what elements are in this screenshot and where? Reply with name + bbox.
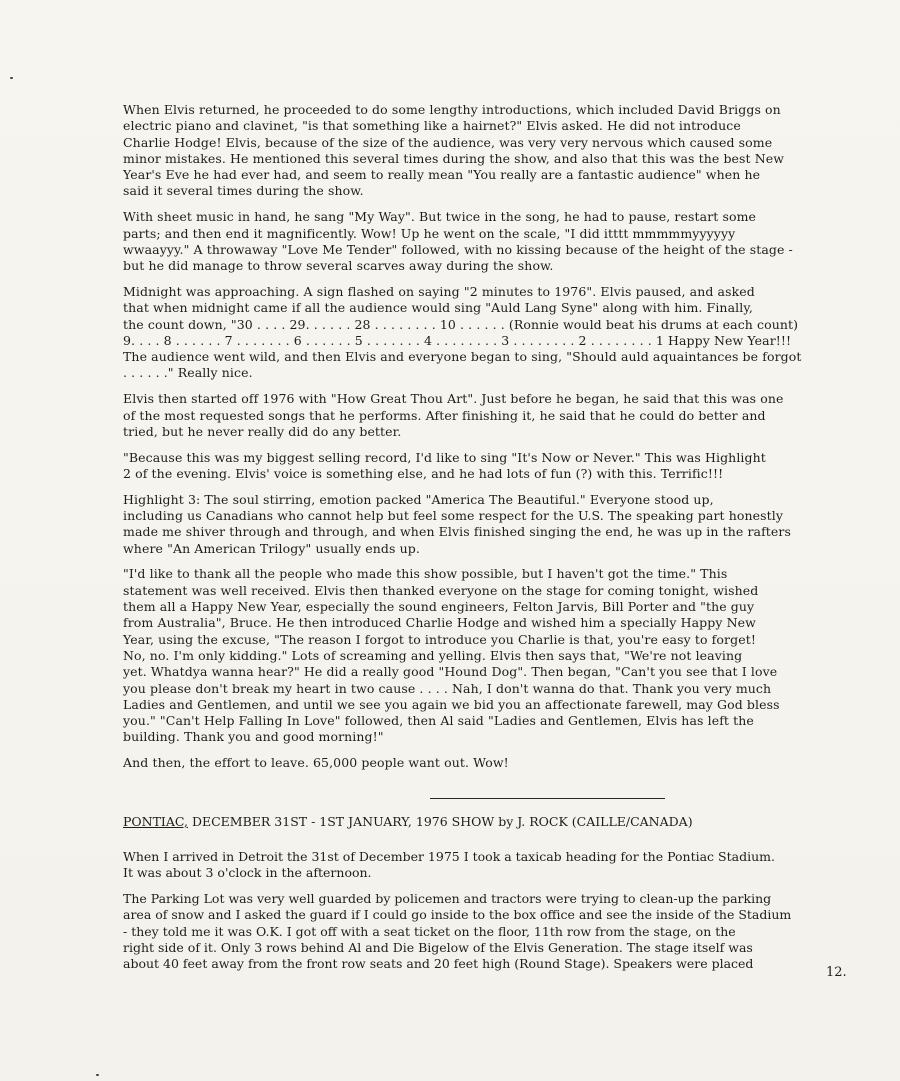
text-line: building. Thank you and good morning!" bbox=[123, 729, 384, 745]
text-line: When I arrived in Detroit the 31st of December 1975 I took a taxicab heading for the Pontiac Stadium. bbox=[123, 849, 775, 864]
text-line: Year's Eve he had ever had, and seem to really mean "You really are a fantastic audience" when he bbox=[123, 167, 761, 183]
paragraph bbox=[123, 492, 828, 557]
text-line: When Elvis returned, he proceeded to do some lengthy introductions, which included David Briggs on bbox=[123, 102, 781, 117]
text-line: you." "Can't Help Falling In Love" followed, then Al said "Ladies and Gentlemen, Elvis has left the bbox=[123, 713, 754, 729]
paragraph bbox=[123, 209, 828, 274]
paragraph bbox=[123, 284, 828, 382]
paper-speck bbox=[96, 1074, 99, 1076]
text-line: "I'd like to thank all the people who made this show possible, but I haven't got the time." This bbox=[123, 566, 728, 582]
text-line: you please don't break my heart in two cause . . . . Nah, I don't wanna do that. Thank you very much bbox=[123, 680, 772, 696]
paragraph bbox=[123, 566, 828, 745]
text-line: - they told me it was O.K. I got off with a seat ticket on the floor, 11th row from the stage, on the bbox=[123, 923, 736, 939]
text-line: yet. Whatdya wanna hear?" He did a really good "Hound Dog". Then began, "Can't you see that I love bbox=[123, 664, 778, 680]
heading-details: DECEMBER 31ST - 1ST JANUARY, 1976 SHOW by J. ROCK (CAILLE/CANADA) bbox=[188, 814, 693, 829]
text-line: Elvis then started off 1976 with "How Great Thou Art". Just before he began, he said that this was one bbox=[123, 391, 784, 407]
text-line: Year, using the excuse, "The reason I forgot to introduce you Charlie is that, you're easy to forget! bbox=[123, 631, 756, 647]
text-line: No, no. I'm only kidding." Lots of screaming and yelling. Elvis then says that, "We're not leaving bbox=[123, 647, 743, 663]
text-line: including us Canadians who cannot help but feel some respect for the U.S. The speaking part honestly bbox=[123, 508, 784, 524]
paragraph bbox=[123, 849, 828, 882]
text-line: said it several times during the show. bbox=[123, 183, 364, 199]
paper-speck bbox=[10, 77, 13, 79]
text-line: It was about 3 o'clock in the afternoon. bbox=[123, 865, 372, 881]
text-line: Midnight was approaching. A sign flashed on saying "2 minutes to 1976". Elvis paused, and asked bbox=[123, 283, 755, 299]
heading-location: PONTIAC, bbox=[123, 814, 188, 829]
paragraph bbox=[123, 755, 828, 771]
text-line: 9. . . . 8 . . . . . . 7 . . . . . . . 6 . . . . . . 5 . . . . . . . 4 . . . . . . . . 3 . . . . . . . . 2 . . . . . . . . 1 Happy New Year!!! bbox=[123, 332, 792, 348]
paragraph bbox=[123, 391, 828, 440]
text-line: Charlie Hodge! Elvis, because of the size of the audience, was very very nervous which caused some bbox=[123, 134, 773, 150]
text-line: statement was well received. Elvis then thanked everyone on the stage for coming tonight, wished bbox=[123, 582, 759, 598]
section-divider bbox=[430, 798, 665, 799]
text-line: The Parking Lot was very well guarded by policemen and tractors were trying to clean-up the parking bbox=[123, 891, 772, 907]
text-line: Ladies and Gentlemen, and until we see you again we bid you an affectionate farewell, may God bless bbox=[123, 696, 780, 712]
text-line: . . . . . ." Really nice. bbox=[123, 365, 253, 381]
text-line: Highlight 3: The soul stirring, emotion packed "America The Beautiful." Everyone stood up, bbox=[123, 491, 714, 507]
paragraph bbox=[123, 450, 828, 483]
text-line: electric piano and clavinet, "is that something like a hairnet?" Elvis asked. He did not introduce bbox=[123, 118, 741, 134]
article-body bbox=[123, 102, 828, 781]
text-line: "Because this was my biggest selling record, I'd like to sing "It's Now or Never." This was Highlight bbox=[123, 449, 766, 465]
text-line: wwaayyy." A throwaway "Love Me Tender" followed, with no kissing because of the height of the stage - bbox=[123, 241, 793, 257]
text-line: right side of it. Only 3 rows behind Al and Die Bigelow of the Elvis Generation. The stage itself was bbox=[123, 939, 753, 955]
text-line: 2 of the evening. Elvis' voice is something else, and he had lots of fun (?) with this. Terrific!!! bbox=[123, 465, 724, 481]
text-line: The audience went wild, and then Elvis and everyone began to sing, "Should auld aquaintances be forgot bbox=[123, 349, 802, 365]
text-line: where "An American Trilogy" usually ends up. bbox=[123, 540, 420, 556]
text-line: about 40 feet away from the front row seats and 20 feet high (Round Stage). Speakers were placed bbox=[123, 956, 754, 972]
second-section-body bbox=[123, 849, 828, 982]
text-line: parts; and then end it magnificently. Wow! Up he went on the scale, "I did itttt mmmmmyyyyyy bbox=[123, 225, 736, 241]
text-line: made me shiver through and through, and when Elvis finished singing the end, he was up in the rafters bbox=[123, 524, 792, 540]
text-line: tried, but he never really did do any better. bbox=[123, 423, 402, 439]
text-line: With sheet music in hand, he sang "My Way". But twice in the song, he had to pause, restart some bbox=[123, 209, 757, 225]
text-line: but he did manage to throw several scarves away during the show. bbox=[123, 258, 554, 274]
text-line: area of snow and I asked the guard if I could go inside to the box office and see the inside of the Stadium bbox=[123, 907, 792, 923]
text-line: from Australia", Bruce. He then introduced Charlie Hodge and wished him a specially Happy New bbox=[123, 615, 756, 631]
text-line: minor mistakes. He mentioned this several times during the show, and also that this was the best New bbox=[123, 150, 785, 166]
text-line: of the most requested songs that he performs. After finishing it, he said that he could do better and bbox=[123, 407, 766, 423]
text-line: the count down, "30 . . . . 29. . . . . . 28 . . . . . . . . 10 . . . . . . (Ronnie would beat his drums at each count) bbox=[123, 316, 799, 332]
paragraph bbox=[123, 102, 828, 200]
page-number: 12. bbox=[826, 965, 847, 980]
text-line: And then, the effort to leave. 65,000 people want out. Wow! bbox=[123, 755, 509, 771]
section-heading bbox=[123, 814, 693, 829]
paragraph bbox=[123, 891, 828, 972]
text-line: that when midnight came if all the audience would sing "Auld Lang Syne" along with him. Finally, bbox=[123, 300, 753, 316]
text-line: them all a Happy New Year, especially the sound engineers, Felton Jarvis, Bill Porter and "the guy bbox=[123, 599, 755, 615]
